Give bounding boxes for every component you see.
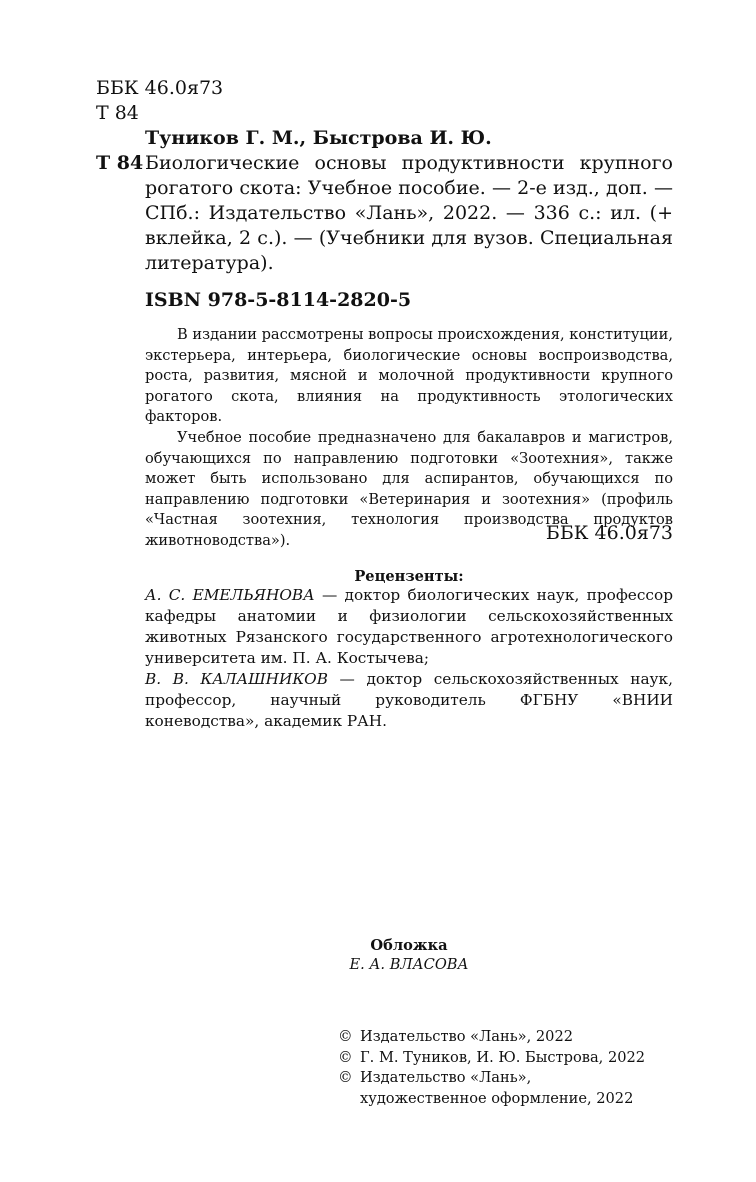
annotation-paragraph-2: Учебное пособие предназначено для бакалавров и магистров, обучающихся по направлению подготовки «Зоотехния», также может быть использовано для аспирантов, обучающихся по направлению подготовки «Ветеринария и зоотехния» (профиль «Частная зоотехния, технология производства продуктов животноводства»). [145,428,673,549]
copyright-symbol: © [338,1069,353,1087]
citation-authors: Туников Г. М., Быстрова И. Ю. [145,127,492,149]
reviewers-heading: Рецензенты: [354,568,464,585]
reviewer-1-name: А. С. ЕМЕЛЬЯНОВА [145,586,315,604]
citation-mark: Т 84 [96,152,144,174]
reviewers-list [145,585,673,732]
citation-text: Биологические основы продуктивности крупного рогатого скота: Учебное пособие. — 2-е изд., доп. — СПб.: Издательство «Лань», 2022. — 336 с.: ил. (+ вклейка, 2 с.). — (Учебники для вузов. Специальная литература). [145,152,673,274]
copyright-line-3 [338,1068,645,1089]
reviewer-1 [145,585,673,669]
reviewer-1-text: — доктор биологических наук, профессор кафедры анатомии и физиологии сельскохозяйственных животных Рязанского государственного агротехнологического университета им. П. А. Костычева; [145,586,673,667]
copyright-text-2: Г. М. Туников, И. Ю. Быстрова, 2022 [360,1048,646,1066]
bbk-code-top: ББК 46.0я73 [96,77,224,99]
reviewer-2 [145,669,673,732]
author-mark-top: Т 84 [96,102,139,124]
cover-designer: Е. А. ВЛАСОВА [349,956,469,973]
copyright-symbol: © [338,1048,353,1066]
copyright-text-1: Издательство «Лань», 2022 [360,1028,574,1045]
annotation [145,325,673,552]
copyright-line-1 [338,1027,645,1048]
copyright-text-3: Издательство «Лань», [360,1069,532,1087]
bbk-code-bottom: ББК 46.0я73 [545,522,673,544]
copyright-block [338,1027,645,1109]
cover-heading: Обложка [370,937,448,954]
reviewer-2-text: — доктор сельскохозяйственных наук, профессор, научный руководитель ФГБНУ «ВНИИ коневодства», академик РАН. [145,670,673,730]
isbn: ISBN 978-5-8114-2820-5 [145,289,412,311]
reviewer-2-name: В. В. КАЛАШНИКОВ [145,670,328,688]
annotation-paragraph-1: В издании рассмотрены вопросы происхождения, конституции, экстерьера, интерьера, биологические основы воспроизводства, роста, развития, мясной и молочной продуктивности крупного рогатого скота, влияния на продуктивность этологических факторов. [145,326,673,426]
copyright-symbol: © [338,1028,353,1045]
copyright-spacer [338,1089,360,1110]
copyright-text-4: художественное оформление, 2022 [360,1089,634,1107]
copyright-line-2 [338,1048,645,1069]
copyright-line-4 [338,1089,645,1110]
